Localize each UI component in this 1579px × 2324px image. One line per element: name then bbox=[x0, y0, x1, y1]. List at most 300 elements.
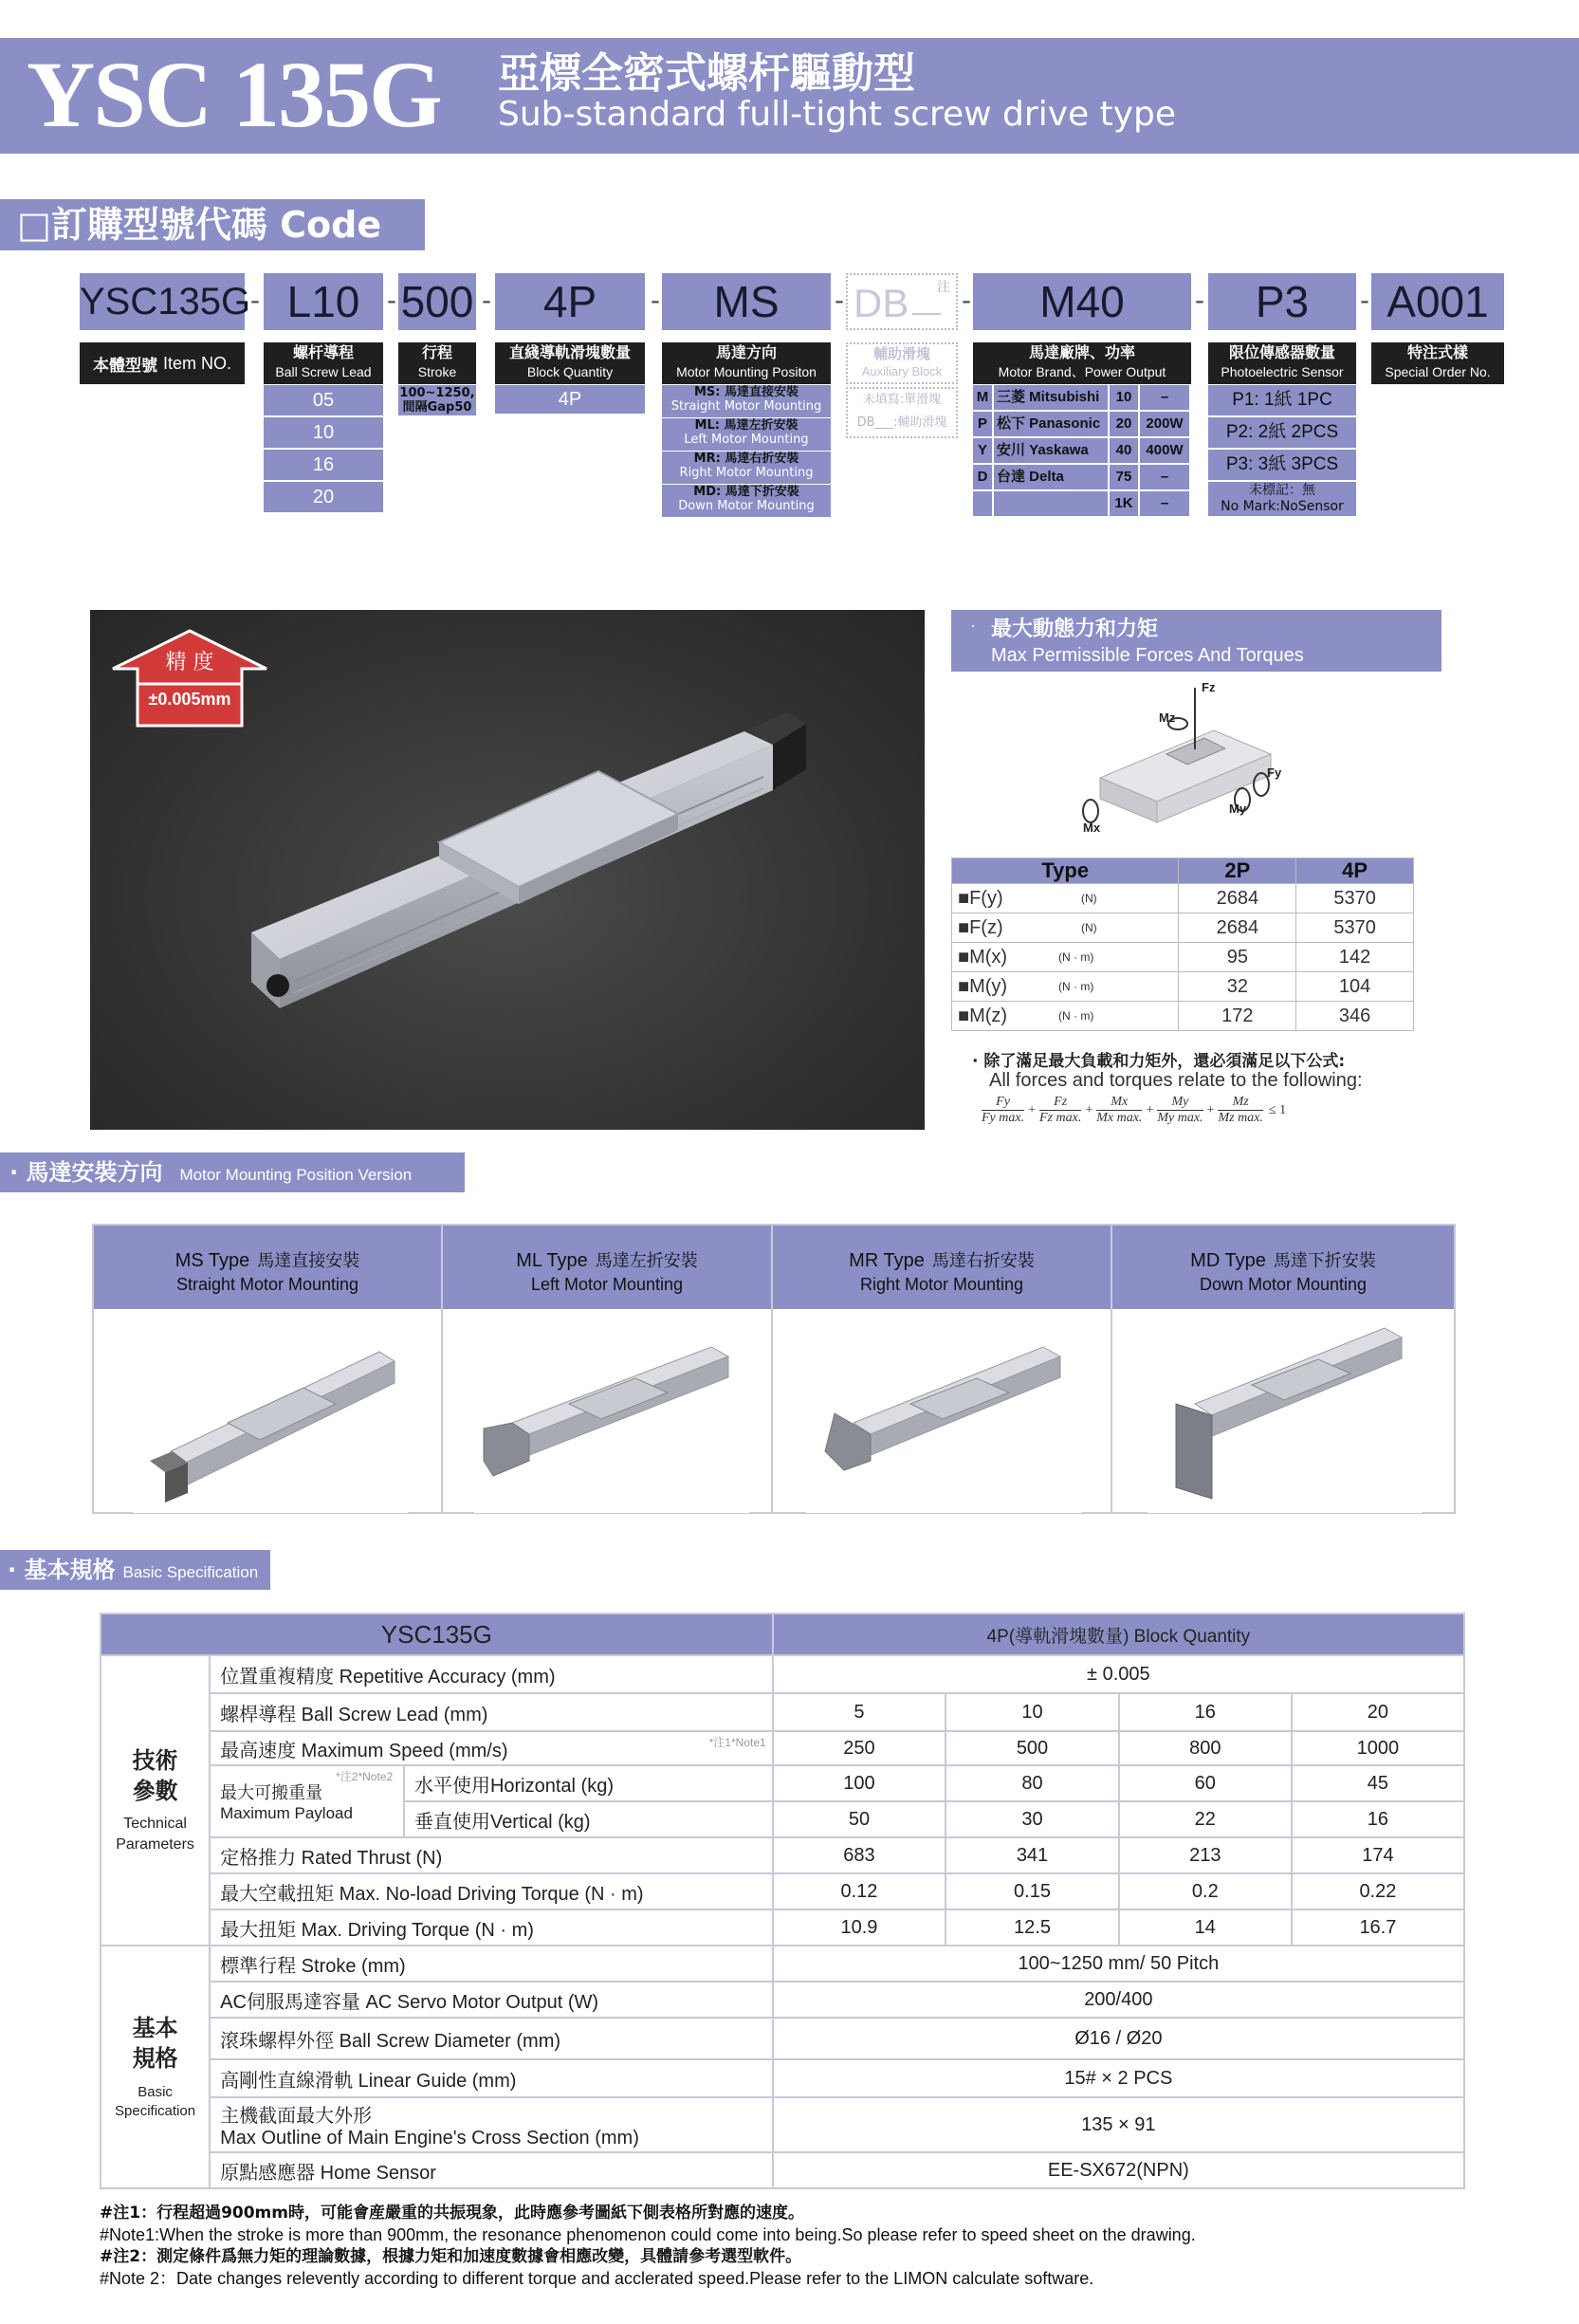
block-option: 4P bbox=[495, 385, 645, 414]
code-box-motor: M40 bbox=[973, 273, 1191, 330]
spec-section-title bbox=[0, 1550, 270, 1590]
spec-value: 100 bbox=[773, 1765, 946, 1801]
spec-value: 135 × 91 bbox=[773, 2097, 1464, 2152]
group-tech-en: Technical Parameters bbox=[116, 1816, 194, 1853]
lead-option: 10 bbox=[264, 417, 383, 448]
lead-option: 16 bbox=[264, 450, 383, 480]
forces-table-head bbox=[952, 858, 1414, 884]
force-4p: 346 bbox=[1296, 1002, 1414, 1031]
mount-option-code: ML: 馬達左折安裝 bbox=[694, 418, 799, 433]
force-name-cell bbox=[952, 972, 1179, 1002]
mount-option-en: Straight Motor Mounting bbox=[670, 399, 822, 414]
spec-value: ± 0.005 bbox=[773, 1655, 1464, 1693]
mount-option-ms bbox=[662, 385, 831, 417]
spec-value: EE-SX672(NPN) bbox=[773, 2152, 1464, 2188]
force-name: ■F(y) bbox=[958, 887, 1003, 909]
spec-value: Ø16 / Ø20 bbox=[773, 2018, 1464, 2059]
spec-value: 100~1250 mm/ 50 Pitch bbox=[773, 1946, 1464, 1982]
mount-image-ms bbox=[133, 1309, 408, 1513]
right-mount-module bbox=[806, 1309, 1081, 1513]
force-name: ■M(z) bbox=[958, 1005, 1008, 1026]
spec-row bbox=[101, 1946, 1464, 1982]
motor-power: – bbox=[1140, 491, 1189, 516]
mount-type-cn: 馬達直接安裝 bbox=[257, 1251, 360, 1271]
force-2p: 95 bbox=[1179, 943, 1296, 972]
spec-value: 10 bbox=[946, 1693, 1119, 1731]
motor-brand-code: Y bbox=[973, 438, 992, 463]
divider bbox=[771, 1226, 773, 1512]
motor-power: 200W bbox=[1140, 412, 1189, 436]
mount-option-ml bbox=[662, 418, 831, 451]
spec-label: 定格推力 Rated Thrust (N) bbox=[210, 1837, 773, 1873]
note-2-en: #Note 2：Date changes relevently according to different torque and acclerated speed.Please refer to the LIMON calculate software. bbox=[100, 2269, 1094, 2288]
motor-brand-table bbox=[973, 385, 1191, 516]
motor-size: 20 bbox=[1110, 412, 1138, 436]
note1-tag: *注1*Note1 bbox=[708, 1736, 766, 1749]
product-photo bbox=[90, 610, 925, 1130]
spec-label: 螺桿導程 Ball Screw Lead (mm) bbox=[210, 1693, 773, 1731]
spec-value: 12.5 bbox=[946, 1909, 1119, 1946]
formula-den: Fy max. bbox=[982, 1111, 1025, 1125]
motor-brand-row bbox=[973, 491, 1191, 516]
formula bbox=[982, 1095, 1286, 1126]
mount-option-md bbox=[662, 485, 831, 517]
formula-note-cn: · 除了滿足最大負載和力矩外，還必須滿足以下公式: bbox=[972, 1052, 1346, 1071]
note-2-cn: #注2：測定條件爲無力矩的理論數據，根據力矩和加速度數據會相應改變，具體請參考選型軟件。 bbox=[100, 2247, 802, 2266]
head-special-cn: 特注式樣 bbox=[1406, 343, 1468, 361]
spec-label: AC伺服馬達容量 AC Servo Motor Output (W) bbox=[210, 1982, 773, 2018]
title-chinese: 亞標全密式螺杆驅動型 bbox=[498, 49, 915, 98]
spec-value: 500 bbox=[946, 1731, 1119, 1765]
straight-mount-module bbox=[133, 1309, 408, 1513]
accuracy-badge bbox=[109, 627, 270, 731]
note-1-en: #Note1:When the stroke is more than 900mm, the resonance phenomenon could come into being.So please refer to speed sheet on the drawing. bbox=[100, 2225, 1196, 2244]
formula-term bbox=[1096, 1095, 1142, 1126]
code-dash: - bbox=[250, 285, 260, 316]
spec-value: 16.7 bbox=[1292, 1909, 1464, 1946]
spec-value: 20 bbox=[1292, 1693, 1464, 1731]
head-blocks-en: Block Quantity bbox=[526, 364, 614, 379]
spec-value: 16 bbox=[1119, 1693, 1292, 1731]
head-model-en: Item NO. bbox=[162, 353, 231, 373]
spec-value: 22 bbox=[1119, 1801, 1292, 1837]
force-unit: (N · m) bbox=[1058, 1009, 1094, 1023]
payload-label-cell bbox=[210, 1765, 404, 1837]
spec-value: 1000 bbox=[1292, 1731, 1464, 1765]
mount-head-ml bbox=[443, 1226, 771, 1309]
formula-term bbox=[982, 1095, 1024, 1126]
axis-my: My bbox=[1229, 802, 1247, 816]
motor-size: 40 bbox=[1110, 438, 1138, 463]
title-english: Sub-standard full-tight screw drive type bbox=[498, 95, 1177, 134]
spec-title-cn: · 基本規格 bbox=[8, 1557, 116, 1583]
spec-value: 5 bbox=[773, 1693, 946, 1731]
head-motor-en: Motor Brand、Power Output bbox=[998, 364, 1166, 379]
mount-type: MR Type bbox=[849, 1250, 925, 1271]
mount-head-mr bbox=[773, 1226, 1111, 1309]
sensor-options bbox=[1208, 385, 1356, 516]
group-tech-cn: 技術參數 bbox=[132, 1747, 178, 1804]
motor-brand-row bbox=[973, 465, 1191, 489]
motor-brand-code: P bbox=[973, 412, 992, 436]
spec-label: 水平使用Horizontal (kg) bbox=[404, 1765, 773, 1801]
code-dash: - bbox=[962, 285, 971, 316]
head-lead-cn: 螺杆導程 bbox=[292, 343, 354, 361]
spec-label-cell bbox=[210, 2097, 773, 2152]
mount-head-md bbox=[1112, 1226, 1454, 1309]
spec-label: 滾珠螺桿外徑 Ball Screw Diameter (mm) bbox=[210, 2018, 773, 2059]
code-dash: - bbox=[1195, 285, 1204, 316]
spec-value: 10.9 bbox=[773, 1909, 946, 1946]
head-aux-cn: 輔助滑塊 bbox=[872, 345, 930, 362]
mounting-title-en: Motor Mounting Position Version bbox=[179, 1166, 413, 1184]
head-special-en: Special Order No. bbox=[1385, 364, 1491, 379]
code-box-lead: L10 bbox=[264, 273, 383, 330]
head-mount bbox=[662, 342, 831, 384]
spec-title-en: Basic Specification bbox=[122, 1563, 259, 1581]
spec-value: 15# × 2 PCS bbox=[773, 2059, 1464, 2097]
force-2p: 2684 bbox=[1179, 884, 1296, 913]
spec-value: 800 bbox=[1119, 1731, 1292, 1765]
spec-value: 14 bbox=[1119, 1909, 1292, 1946]
spec-row bbox=[101, 2097, 1464, 2152]
plus-sign: + bbox=[1146, 1102, 1154, 1117]
spec-value: 250 bbox=[773, 1731, 946, 1765]
code-dash: - bbox=[482, 285, 491, 316]
mount-type-cn: 馬達右折安裝 bbox=[931, 1251, 1035, 1271]
head-sensor bbox=[1208, 342, 1356, 384]
motor-size: 10 bbox=[1110, 385, 1138, 410]
code-box-special: A001 bbox=[1371, 273, 1504, 330]
spec-label: 位置重複精度 Repetitive Accuracy (mm) bbox=[210, 1655, 773, 1693]
code-box-aux bbox=[846, 273, 958, 330]
force-unit: (N) bbox=[1081, 921, 1097, 934]
formula-note-en: All forces and torques relate to the following: bbox=[989, 1070, 1363, 1091]
left-mount-module bbox=[474, 1309, 749, 1513]
motor-brand-row bbox=[973, 385, 1191, 410]
aux-underline bbox=[912, 313, 941, 315]
plus-sign: + bbox=[1206, 1102, 1215, 1117]
lead-option: 05 bbox=[264, 385, 383, 415]
formula-num: Fy bbox=[982, 1095, 1024, 1111]
aux-note-mark: 注 bbox=[937, 280, 950, 295]
spec-value: 0.12 bbox=[773, 1873, 946, 1909]
spec-value: 16 bbox=[1292, 1801, 1464, 1837]
divider bbox=[1111, 1226, 1112, 1512]
stroke-option-range: 100~1250, bbox=[399, 386, 475, 400]
lead-option: 20 bbox=[264, 482, 383, 512]
force-unit: (N · m) bbox=[1058, 950, 1094, 964]
motor-brand-name: 安川 Yaskawa bbox=[994, 438, 1108, 463]
code-box-sensor: P3 bbox=[1208, 273, 1356, 330]
spec-head-qty: 4P(導軌滑塊數量) Block Quantity bbox=[773, 1614, 1464, 1655]
aux-options bbox=[846, 387, 958, 438]
mount-option-code: MR: 馬達右折安裝 bbox=[693, 452, 799, 466]
spec-value: 213 bbox=[1119, 1837, 1292, 1873]
head-stroke bbox=[398, 342, 476, 384]
stroke-option bbox=[398, 385, 476, 415]
code-box-stroke: 500 bbox=[398, 273, 476, 330]
head-special bbox=[1371, 342, 1504, 384]
head-lead bbox=[264, 342, 383, 384]
force-2p: 172 bbox=[1179, 1002, 1296, 1031]
head-sensor-cn: 限位傳感器數量 bbox=[1228, 343, 1335, 361]
force-4p: 104 bbox=[1296, 972, 1414, 1002]
spec-label: 標準行程 Stroke (mm) bbox=[210, 1946, 773, 1982]
spec-value: 45 bbox=[1292, 1765, 1464, 1801]
spec-group-basic bbox=[101, 1946, 210, 2188]
aux-code: DB bbox=[854, 281, 909, 325]
head-mount-cn: 馬達方向 bbox=[715, 343, 777, 361]
head-stroke-en: Stroke bbox=[417, 364, 457, 379]
motor-brand-name: 三菱 Mitsubishi bbox=[994, 385, 1108, 410]
spec-row bbox=[101, 1693, 1464, 1731]
divider bbox=[441, 1226, 443, 1512]
forces-title-cn: 最大動態力和力矩 bbox=[991, 618, 1159, 641]
head-blocks-cn: 直綫導軌滑塊數量 bbox=[508, 343, 631, 361]
mount-option-mr bbox=[662, 452, 831, 484]
forces-title-bar bbox=[951, 610, 1441, 672]
force-2p: 2684 bbox=[1179, 913, 1296, 943]
code-box-blocks: 4P bbox=[495, 273, 645, 330]
col-4p: 4P bbox=[1296, 858, 1414, 884]
head-aux-en: Auxiliary Block bbox=[861, 364, 943, 378]
spec-label: 原點感應器 Home Sensor bbox=[210, 2152, 773, 2188]
formula-num: Mx bbox=[1096, 1095, 1142, 1111]
mounting-section-title bbox=[0, 1153, 465, 1192]
spec-label: 最高速度 Maximum Speed (mm/s) bbox=[220, 1740, 508, 1761]
force-name: ■M(x) bbox=[958, 946, 1008, 968]
axis-fy: Fy bbox=[1267, 765, 1282, 780]
force-4p: 5370 bbox=[1296, 884, 1414, 913]
col-2p: 2P bbox=[1179, 858, 1296, 884]
force-axes-diagram bbox=[1072, 678, 1290, 839]
axis-fz: Fz bbox=[1202, 680, 1216, 694]
head-motor-cn: 馬達廠牌、功率 bbox=[1028, 343, 1135, 361]
formula-num: Fz bbox=[1039, 1095, 1081, 1111]
accuracy-label: 精 度 bbox=[165, 651, 214, 674]
mount-option-en: Left Motor Mounting bbox=[684, 433, 809, 447]
head-stroke-cn: 行程 bbox=[421, 343, 452, 361]
forces-row bbox=[952, 943, 1414, 972]
spec-label: 高剛性直線滑軌 Linear Guide (mm) bbox=[210, 2059, 773, 2097]
spec-value: 50 bbox=[773, 1801, 946, 1837]
forces-row bbox=[952, 884, 1414, 913]
mount-type-cn: 馬達左折安裝 bbox=[595, 1251, 698, 1271]
mount-option-code: MD: 馬達下折安裝 bbox=[693, 485, 799, 499]
formula-term bbox=[1157, 1095, 1203, 1126]
col-type: Type bbox=[952, 858, 1179, 884]
mount-option-code: MS: 馬達直接安裝 bbox=[693, 385, 799, 399]
mount-type-en: Down Motor Mounting bbox=[1199, 1275, 1368, 1294]
mount-option-en: Down Motor Mounting bbox=[678, 499, 815, 513]
mount-image-md bbox=[1148, 1309, 1423, 1513]
spec-row bbox=[101, 1873, 1464, 1909]
forces-row bbox=[952, 913, 1414, 943]
sensor-option: P3: 3紙 3PCS bbox=[1208, 450, 1356, 480]
motor-brand-name: 台達 Delta bbox=[994, 465, 1108, 489]
force-2p: 32 bbox=[1179, 972, 1296, 1002]
sensor-option: P1: 1紙 1PC bbox=[1208, 385, 1356, 415]
formula-num: Mz bbox=[1218, 1095, 1262, 1111]
spec-label-line: Max Outline of Main Engine's Cross Section (mm) bbox=[220, 2128, 639, 2149]
spec-label: 最大空載扭矩 Max. No-load Driving Torque (N · m) bbox=[210, 1873, 773, 1909]
axis-mz: Mz bbox=[1159, 710, 1176, 725]
head-model-cn: 本體型號 bbox=[92, 356, 157, 376]
spec-value: 80 bbox=[946, 1765, 1119, 1801]
spec-value: 683 bbox=[773, 1837, 946, 1873]
spec-row bbox=[101, 2018, 1464, 2059]
mount-type-en: Straight Motor Mounting bbox=[175, 1275, 359, 1294]
spec-row bbox=[101, 1909, 1464, 1946]
group-basic-en: Basic Specification bbox=[115, 2084, 196, 2119]
spec-value: 0.2 bbox=[1119, 1873, 1292, 1909]
mount-image-ml bbox=[474, 1309, 749, 1513]
spec-head-model: YSC135G bbox=[101, 1614, 773, 1655]
force-name: ■F(z) bbox=[958, 916, 1003, 938]
up-arrow-icon bbox=[109, 627, 270, 731]
force-unit: (N) bbox=[1081, 892, 1097, 905]
motor-brand-code: D bbox=[973, 465, 992, 489]
accuracy-value: ±0.005mm bbox=[148, 690, 231, 709]
forces-row bbox=[952, 972, 1414, 1002]
code-section-title: □訂購型號代碼 Code bbox=[0, 199, 425, 250]
spec-value: 60 bbox=[1119, 1765, 1292, 1801]
head-sensor-en: Photoelectric Sensor bbox=[1221, 364, 1344, 379]
head-mount-en: Motor Mounting Positon bbox=[676, 364, 817, 379]
axis-mx: Mx bbox=[1083, 821, 1101, 835]
footnotes bbox=[100, 2203, 1522, 2290]
force-name-cell bbox=[952, 913, 1179, 943]
formula-den: Mx max. bbox=[1096, 1111, 1143, 1125]
motor-brand-name bbox=[994, 491, 1108, 516]
motor-brand-code bbox=[973, 491, 992, 516]
spec-value: 30 bbox=[946, 1801, 1119, 1837]
spec-table bbox=[100, 1613, 1465, 2189]
mount-type-en: Left Motor Mounting bbox=[530, 1275, 684, 1294]
code-dash: - bbox=[835, 285, 844, 316]
motor-brand-row bbox=[973, 412, 1191, 436]
spec-value: 0.22 bbox=[1292, 1873, 1464, 1909]
note-1-cn: #注1：行程超過900mm時，可能會産嚴重的共振現象，此時應參考圖紙下側表格所對應的速度。 bbox=[100, 2204, 804, 2223]
payload-label-cn: 最大可搬重量 bbox=[220, 1783, 323, 1802]
motor-size: 75 bbox=[1110, 465, 1138, 489]
spec-row bbox=[101, 1731, 1464, 1765]
spec-row bbox=[101, 2152, 1464, 2188]
spec-label: 最大扭矩 Max. Driving Torque (N · m) bbox=[210, 1909, 773, 1946]
spec-head-row bbox=[101, 1614, 1464, 1655]
note2-tag: *注2*Note2 bbox=[336, 1770, 394, 1783]
spec-row bbox=[101, 1765, 1464, 1801]
code-box-model: YSC135G bbox=[80, 273, 245, 330]
sensor-nomark-cn: 未標記：無 bbox=[1249, 483, 1315, 498]
motor-power: – bbox=[1140, 385, 1189, 410]
code-dash: - bbox=[1360, 285, 1369, 316]
code-dash: - bbox=[387, 285, 396, 316]
forces-row bbox=[952, 1002, 1414, 1031]
sensor-nomark bbox=[1208, 482, 1356, 516]
code-box-mount: MS bbox=[662, 273, 831, 330]
payload-label-en: Maximum Payload bbox=[220, 1804, 353, 1822]
forces-table bbox=[951, 858, 1414, 1031]
head-lead-en: Ball Screw Lead bbox=[275, 364, 372, 379]
mount-type: MD Type bbox=[1190, 1250, 1266, 1271]
mount-options bbox=[662, 385, 831, 517]
mount-type: MS Type bbox=[174, 1250, 250, 1271]
aux-option: 未填寫:單滑塊 bbox=[862, 393, 942, 407]
bullet-icon: · bbox=[970, 616, 976, 635]
head-model bbox=[80, 342, 245, 384]
force-diagram bbox=[1072, 678, 1290, 839]
spec-row bbox=[101, 1655, 1464, 1693]
spec-row bbox=[101, 1837, 1464, 1873]
spec-group-tech bbox=[101, 1655, 210, 1946]
down-mount-module bbox=[1148, 1309, 1423, 1513]
mount-image-mr bbox=[806, 1309, 1081, 1513]
stroke-option-gap: 間隔Gap50 bbox=[402, 400, 472, 415]
force-name-cell bbox=[952, 1002, 1179, 1031]
spec-label-cell bbox=[210, 1731, 773, 1765]
formula-den: Fz max. bbox=[1039, 1111, 1082, 1125]
formula-term bbox=[1039, 1095, 1081, 1126]
motor-brand-row bbox=[973, 438, 1191, 463]
formula-den: My max. bbox=[1157, 1111, 1203, 1125]
mount-type-en: Right Motor Mounting bbox=[859, 1275, 1024, 1294]
motor-brand-code: M bbox=[973, 385, 992, 410]
mount-type: ML Type bbox=[516, 1250, 588, 1271]
spec-row bbox=[101, 1982, 1464, 2018]
motor-power: 400W bbox=[1140, 438, 1189, 463]
force-name: ■M(y) bbox=[958, 975, 1008, 997]
force-4p: 142 bbox=[1296, 943, 1414, 972]
spec-row bbox=[101, 2059, 1464, 2097]
head-aux bbox=[846, 342, 958, 384]
spec-label-line: 主機截面最大外形 bbox=[220, 2106, 373, 2127]
force-name-cell bbox=[952, 943, 1179, 972]
spec-label: 垂直使用Vertical (kg) bbox=[404, 1801, 773, 1837]
spec-value: 200/400 bbox=[773, 1982, 1464, 2018]
model-title: YSC 135G bbox=[27, 42, 441, 147]
mount-type-cn: 馬達下折安裝 bbox=[1273, 1251, 1376, 1271]
aux-option: DB___:輔助滑塊 bbox=[856, 415, 947, 430]
spec-value: 341 bbox=[946, 1837, 1119, 1873]
formula-end: ≤ 1 bbox=[1268, 1102, 1287, 1117]
force-name-cell bbox=[952, 884, 1179, 913]
head-motor bbox=[973, 342, 1191, 384]
sensor-option: P2: 2紙 2PCS bbox=[1208, 417, 1356, 448]
formula-term bbox=[1218, 1095, 1262, 1126]
sensor-nomark-en: No Mark:NoSensor bbox=[1221, 499, 1344, 514]
force-4p: 5370 bbox=[1296, 913, 1414, 943]
formula-num: My bbox=[1157, 1095, 1203, 1111]
spec-value: 174 bbox=[1292, 1837, 1464, 1873]
formula-den: Mz max. bbox=[1218, 1111, 1263, 1125]
force-unit: (N · m) bbox=[1058, 980, 1094, 993]
group-basic-cn: 基本規格 bbox=[132, 2015, 178, 2072]
mount-option-en: Right Motor Mounting bbox=[679, 466, 814, 480]
mounting-title-cn: · 馬達安裝方向 bbox=[9, 1159, 163, 1186]
motor-power: – bbox=[1140, 465, 1189, 489]
code-dash: - bbox=[651, 285, 660, 316]
head-blocks bbox=[495, 342, 645, 384]
motor-size: 1K bbox=[1110, 491, 1138, 516]
plus-sign: + bbox=[1085, 1102, 1093, 1117]
forces-title-en: Max Permissible Forces And Torques bbox=[991, 645, 1304, 666]
motor-brand-name: 松下 Panasonic bbox=[994, 412, 1108, 436]
plus-sign: + bbox=[1028, 1102, 1036, 1117]
spec-value: 0.15 bbox=[946, 1873, 1119, 1909]
mount-head-ms bbox=[94, 1226, 441, 1309]
